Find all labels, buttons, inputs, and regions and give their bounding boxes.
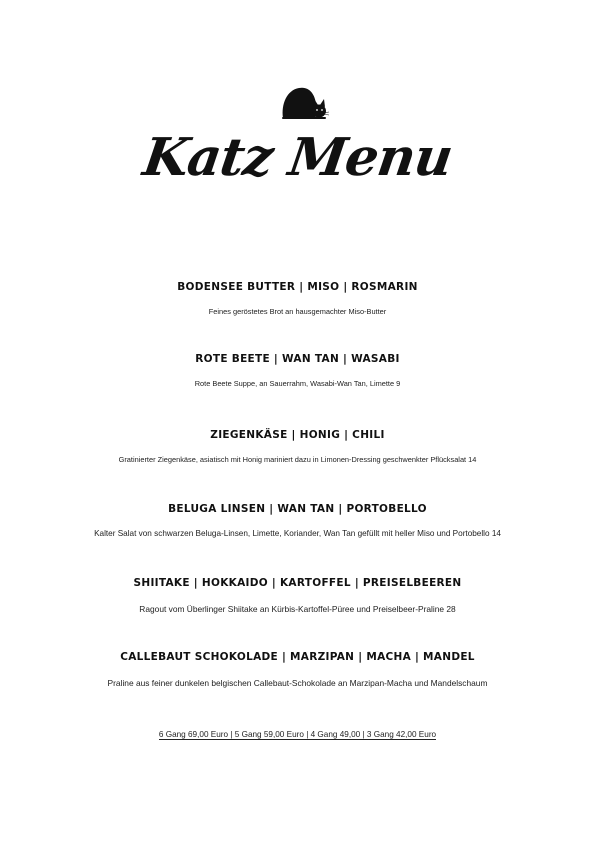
course-name: BELUGA LINSEN | WAN TAN | PORTOBELLO <box>168 503 427 515</box>
course-name: CALLEBAUT SCHOKOLADE | MARZIPAN | MACHA | MANDEL <box>120 651 475 663</box>
course-item <box>0 428 595 465</box>
course-description: Ragout vom Überlinger Shiitake an Kürbis-Kartoffel-Püree und Preiselbeer-Praline 28 <box>139 604 456 614</box>
course-item <box>0 352 595 389</box>
course-item <box>0 280 595 317</box>
course-name: ZIEGENKÄSE | HONIG | CHILI <box>210 429 385 441</box>
menu-title: Katz Menu <box>139 127 456 188</box>
course-item <box>0 576 595 614</box>
cat-icon <box>279 84 329 120</box>
course-name: ROTE BEETE | WAN TAN | WASABI <box>195 353 400 365</box>
price-list-text: 6 Gang 69,00 Euro | 5 Gang 59,00 Euro | 4 Gang 49,00 | 3 Gang 42,00 Euro <box>158 730 437 739</box>
price-list <box>0 730 595 739</box>
course-description: Gratinierter Ziegenkäse, asiatisch mit Honig mariniert dazu in Limonen-Dressing geschwenkter Pflücksalat 14 <box>118 455 477 464</box>
course-name: SHIITAKE | HOKKAIDO | KARTOFFEL | PREISELBEEREN <box>133 577 462 589</box>
course-name: BODENSEE BUTTER | MISO | ROSMARIN <box>177 281 418 293</box>
course-item <box>0 650 595 688</box>
course-item <box>0 502 595 539</box>
course-description: Rote Beete Suppe, an Sauerrahm, Wasabi-Wan Tan, Limette 9 <box>194 379 401 388</box>
course-description: Praline aus feiner dunkelen belgischen Callebaut-Schokolade an Marzipan-Macha und Mandelschaum <box>107 678 488 688</box>
course-description: Kalter Salat von schwarzen Beluga-Linsen, Limette, Koriander, Wan Tan gefüllt mit heller Miso und Portobello 14 <box>94 529 501 538</box>
course-description: Feines geröstetes Brot an hausgemachter Miso-Butter <box>208 307 387 316</box>
